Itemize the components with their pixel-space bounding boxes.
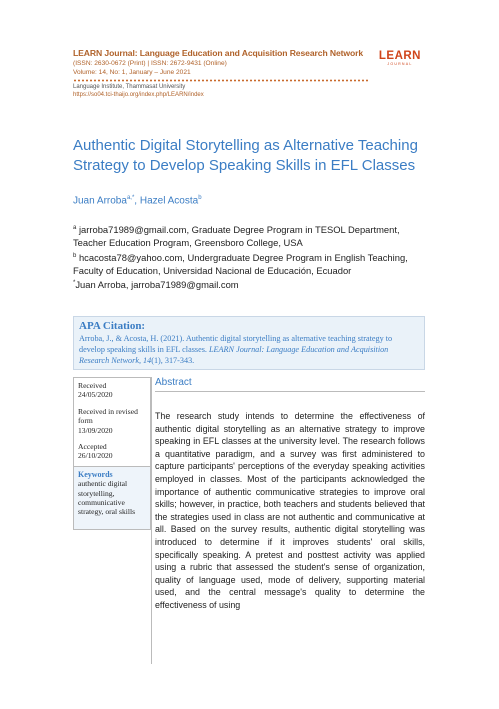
corresponding-author: [73, 277, 433, 291]
journal-institute: Language Institute, Thammasat University: [73, 84, 186, 90]
affiliations: [73, 222, 433, 292]
apa-title: APA Citation:: [79, 320, 146, 332]
journal-url[interactable]: https://so04.tci-thaijo.org/index.php/LEARN/index: [73, 92, 204, 98]
revised-label: Received in revised form: [78, 406, 138, 426]
dotted-divider: [73, 79, 369, 82]
revised-value: 13/09/2020: [78, 425, 113, 435]
accepted-date: [78, 442, 146, 461]
logo-sub: JOURNAL: [387, 62, 413, 66]
abstract-section: [155, 377, 425, 612]
affiliation-b: [73, 250, 433, 278]
keywords-title: Keywords: [78, 469, 113, 479]
affiliation-a: [73, 222, 433, 250]
learn-logo: [379, 50, 421, 66]
article-title: Authentic Digital Storytelling as Alternative Teaching Strategy to Develop Speaking Skills in EFL Classes: [73, 137, 418, 174]
apa-text: [79, 333, 419, 366]
affiliation-a-text: jarroba71989@gmail.com, Graduate Degree Program in TESOL Department, Teacher Education Program, Greensboro College, USA: [73, 224, 400, 249]
revised-date: [78, 407, 146, 435]
corresponding-text: Juan Arroba, jarroba71989@gmail.com: [75, 279, 239, 291]
apa-citation-box: [73, 316, 425, 370]
logo-word: LEARN: [378, 50, 421, 62]
apa-text-plain: Arroba, J., & Acosta, H. (2021). Authentic digital storytelling as alternative teaching strategy to develop speaking skills in EFL classes.: [79, 334, 393, 354]
author-list: Juan Arroba$^{a,*}$, Hazel Acosta$^b$: [73, 195, 202, 207]
journal-title: LEARN Journal: Language Education and Acquisition Research Network: [73, 48, 364, 58]
accepted-label: Accepted: [78, 442, 107, 452]
author-2-sup: b: [198, 195, 202, 201]
received-value: 24/05/2020: [78, 390, 113, 400]
accepted-value: 26/10/2020: [78, 451, 113, 461]
author-2: Hazel Acosta: [139, 195, 199, 207]
author-1-sup: a,*: [126, 195, 135, 201]
keywords-box: [73, 467, 151, 530]
received-date: [78, 381, 146, 400]
journal-issn: (ISSN: 2630-0672 (Print) | ISSN: 2672-9431 (Online): [73, 60, 227, 67]
abstract-title: Abstract: [155, 377, 425, 392]
keywords-text: authentic digital storytelling, communicative strategy, oral skills: [78, 479, 136, 517]
affiliation-b-sup: b: [73, 252, 77, 259]
author-1: Juan Arroba: [73, 195, 127, 207]
apa-text-journal: LEARN Journal: Language Education and Acquisition Research Network, 14: [79, 345, 389, 365]
article-info-column: [73, 377, 152, 664]
abstract-text: The research study intends to determine the effectiveness of authentic digital storytelling as an alternative strategy to improve speaking in EFL classes at the university level. The research follows a quantitative paradigm, and a survey was first administered to capture participants' perceptions of the everyday speaking activities employed in classes. Most of the participants acknowledged the importance of authentic communicative strategies to improve oral skills; however, in practice, both teachers and students believed that the strategies used in class are not authentic and communicative at all. Based on the survey results, authentic digital storytelling was introduced to determine if it improves students' oral skills, specifically speaking. A pretest and posttest activity was applied using a rubric that assessed the student's sense of organization, quality of language used, mode of delivery, supporting material used, and the central message's quality to determine the effectiveness of using: [155, 411, 425, 610]
received-label: Received: [78, 381, 107, 390]
corresponding-sup: *: [73, 280, 76, 287]
affiliation-a-sup: a: [73, 225, 77, 231]
article-dates: [73, 377, 151, 467]
apa-text-tail: (1), 317-343.: [151, 356, 195, 365]
affiliation-b-text: hcacosta78@yahoo.com, Undergraduate Degree Program in English Teaching, Faculty of Education, Universidad Nacional de Educación, Ecuador: [73, 251, 408, 277]
journal-volume: Volume: 14, No: 1, January – June 2021: [73, 69, 191, 76]
